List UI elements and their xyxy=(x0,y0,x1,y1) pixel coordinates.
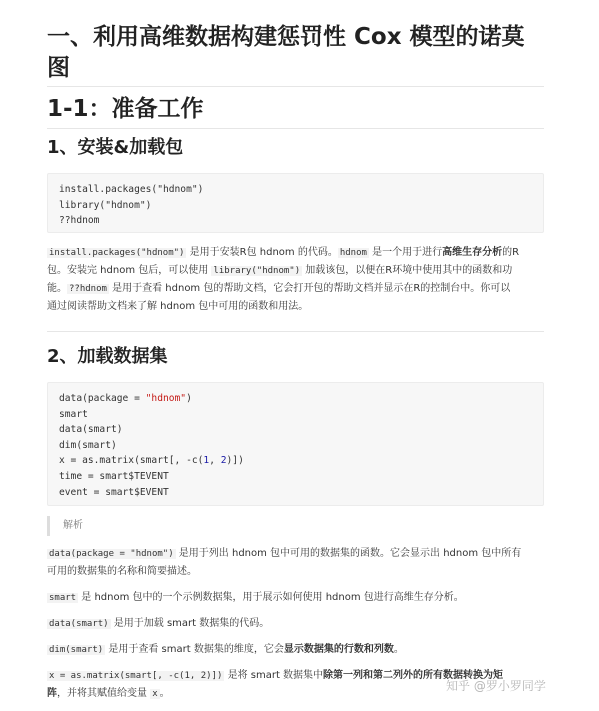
text: 通过阅读帮助文档来了解 hdnom 包中可用的函数和用法。 xyxy=(47,301,309,312)
code-line: dim(smart) xyxy=(59,439,117,451)
text: 是用于安装R包 hdnom 的代码。 xyxy=(186,247,338,258)
analysis-quote: 解析 xyxy=(47,516,544,536)
text: 。 xyxy=(159,688,170,699)
bold-text: 阵 xyxy=(47,688,57,699)
section-heading: 1-1：准备工作 xyxy=(47,96,204,122)
inline-code: data(package = "hdnom") xyxy=(49,549,174,559)
code-line: data(smart) xyxy=(59,424,123,436)
code-line: library("hdnom") xyxy=(59,199,152,211)
data-smart-explanation xyxy=(47,615,544,633)
inline-code: hdnom xyxy=(339,248,367,258)
text: 是用于加载 smart 数据集的代码。 xyxy=(110,618,270,629)
text: 可用的数据集的名称和简要描述。 xyxy=(47,566,197,577)
inline-code: install.packages("hdnom") xyxy=(49,248,185,258)
code-line: smart xyxy=(59,408,88,420)
code-line: data(package = "hdnom") xyxy=(59,393,192,404)
install-explanation xyxy=(47,244,544,316)
title-line-1: 一、利用高维数据构建惩罚性 Cox 模型的诺莫 xyxy=(47,24,525,50)
step1-heading: 1、安装&加载包 xyxy=(47,137,184,158)
code-line: event = smart$EVENT xyxy=(59,486,169,498)
code-line: time = smart$TEVENT xyxy=(59,470,169,482)
text: 是用于查看 smart 数据集的维度，它会 xyxy=(105,644,284,655)
step2-heading: 2、加载数据集 xyxy=(47,346,168,367)
title-line-2: 图 xyxy=(47,55,70,81)
dim-explanation xyxy=(47,641,544,659)
inline-code: ??hdnom xyxy=(69,284,107,294)
article-title xyxy=(47,22,552,84)
code-line: ??hdnom xyxy=(59,215,100,227)
code-block-install xyxy=(47,173,544,233)
bold-text: 除第一列和第二列外的所有数据转换为矩 xyxy=(323,670,504,681)
text: 是用于查看 hdnom 包的帮助文档，它会打开包的帮助文档并显示在R的控制台中。你可以 xyxy=(108,283,511,294)
text: 是用于列出 hdnom 包中可用的数据集的函数。它会显示出 hdnom 包中所有 xyxy=(175,548,522,559)
text: 包。安装完 hdnom 包后，可以使用 xyxy=(47,265,212,276)
section-divider xyxy=(47,128,544,129)
text: 是将 smart 数据集中 xyxy=(224,670,324,681)
inline-code: dim(smart) xyxy=(49,645,104,655)
code-line: install.packages("hdnom") xyxy=(59,184,204,195)
text: ，并将其赋值给变量 xyxy=(57,688,151,699)
bold-text: 高维生存分析 xyxy=(442,247,503,258)
datalist-explanation xyxy=(47,545,544,581)
inline-code: x = as.matrix(smart[, -c(1, 2)]) xyxy=(49,671,223,681)
inline-code: x xyxy=(152,689,158,699)
text: 是 hdnom 包中的一个示例数据集，用于展示如何使用 hdnom 包进行高维生存分析。 xyxy=(78,592,464,603)
text: 是一个用于进行 xyxy=(368,247,443,258)
zhihu-watermark: 知乎 @罗小罗同学 xyxy=(446,679,546,693)
text: 能。 xyxy=(47,283,67,294)
code-line: x = as.matrix(smart[, -c(1, 2)]) xyxy=(59,455,244,467)
step-divider xyxy=(47,331,544,332)
text: 。 xyxy=(393,644,404,655)
inline-code: library("hdnom") xyxy=(213,266,301,276)
code-block-dataset xyxy=(47,382,544,506)
title-divider xyxy=(47,86,544,87)
smart-explanation xyxy=(47,589,544,607)
inline-code: smart xyxy=(49,593,77,603)
text: 加载该包，以便在R环境中使用其中的函数和功 xyxy=(302,265,513,276)
text: 的R xyxy=(502,247,520,258)
inline-code: data(smart) xyxy=(49,619,109,629)
bold-text: 显示数据集的行数和列数 xyxy=(283,644,394,655)
